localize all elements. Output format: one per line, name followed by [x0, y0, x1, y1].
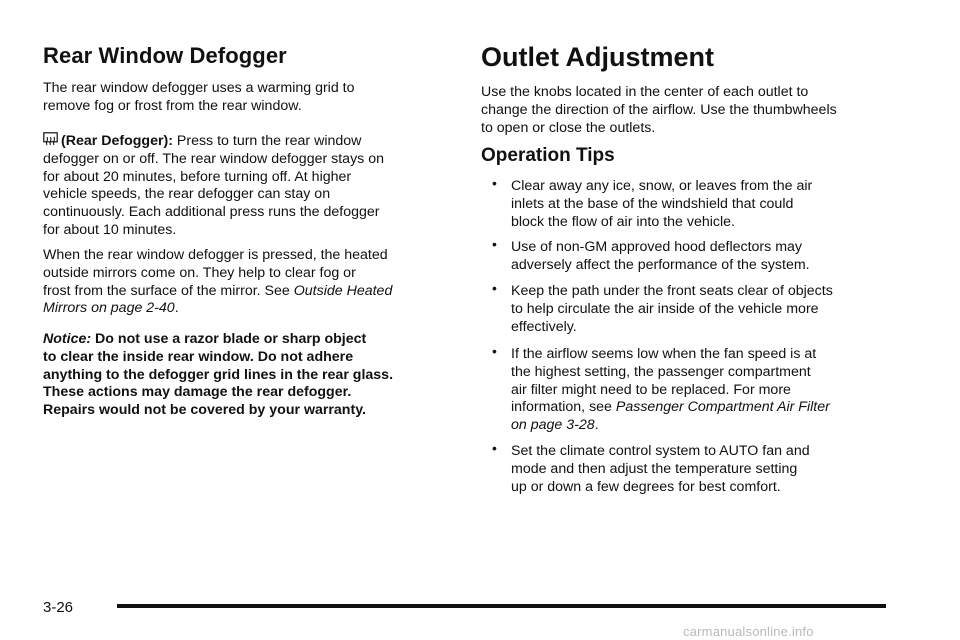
- tip-line: Keep the path under the front seats clear of objects: [511, 283, 833, 299]
- footer-rule: [117, 604, 886, 608]
- defogger-button-description: [43, 132, 384, 240]
- notice-line: anything to the defogger grid lines in the rear glass.: [43, 366, 394, 383]
- tip-period: .: [594, 417, 599, 434]
- outside-heated-mirrors-link[interactable]: Outside Heated: [293, 282, 393, 299]
- notice-line: These actions may damage the rear defogger.: [43, 384, 352, 401]
- notice-label: Notice:: [43, 331, 92, 347]
- watermark: carmanualsonline.info: [683, 624, 814, 639]
- outlet-intro: [481, 84, 837, 137]
- mirrors-line: frost from the surface of the mirror. See: [43, 282, 294, 299]
- tip-line: to help circulate the air inside of the vehicle more: [511, 300, 819, 317]
- defogger-intro: [43, 80, 355, 116]
- outlet-intro-line: Use the knobs located in the center of each outlet to: [481, 84, 809, 100]
- defogger-intro-line: remove fog or frost from the rear window.: [43, 97, 302, 114]
- tip-line: adversely affect the performance of the system.: [511, 256, 810, 273]
- tip-line: effectively.: [511, 318, 577, 335]
- bullet: •: [492, 280, 497, 296]
- notice-line: Repairs would not be covered by your warranty.: [43, 402, 366, 419]
- notice-text: Do not use a razor blade or sharp object: [95, 331, 367, 347]
- bullet: •: [492, 175, 497, 191]
- tip-line: Set the climate control system to AUTO fan and: [511, 443, 810, 459]
- air-filter-page-ref[interactable]: on page 3-28: [511, 417, 595, 434]
- notice-line: to clear the inside rear window. Do not adhere: [43, 348, 354, 365]
- defogger-intro-line: The rear window defogger uses a warming grid to: [43, 80, 355, 96]
- operation-tips-heading: Operation Tips: [481, 145, 615, 166]
- mirrors-period: .: [174, 300, 179, 317]
- tip-line: mode and then adjust the temperature setting: [511, 460, 798, 477]
- tip-line: the highest setting, the passenger compartment: [511, 363, 811, 380]
- rear-window-defogger-heading: Rear Window Defogger: [43, 43, 287, 68]
- notice-block: [43, 331, 393, 420]
- tip-line: Clear away any ice, snow, or leaves from the air: [511, 178, 813, 194]
- outlet-adjustment-heading: Outlet Adjustment: [481, 42, 714, 72]
- defogger-desc-line: vehicle speeds, the rear defogger can stay on: [43, 186, 331, 203]
- page-number: 3-26: [43, 599, 74, 616]
- defogger-desc-line: continuously. Each additional press runs the defogger: [43, 204, 380, 221]
- air-filter-link[interactable]: Passenger Compartment Air Filter: [615, 399, 830, 416]
- outlet-intro-line: to open or close the outlets.: [481, 119, 656, 136]
- tip-line: If the airflow seems low when the fan speed is at: [511, 346, 817, 362]
- defogger-desc-text: Press to turn the rear window: [176, 133, 362, 149]
- outlet-intro-line: change the direction of the airflow. Use the thumbwheels: [481, 101, 837, 118]
- tip-line: Use of non-GM approved hood deflectors may: [511, 239, 802, 255]
- bullet: •: [492, 236, 497, 252]
- mirrors-line: outside mirrors come on. They help to clear fog or: [43, 264, 356, 281]
- defogger-desc-line: for about 20 minutes, before turning off. At higher: [43, 168, 352, 185]
- defogger-desc-line: defogger on or off. The rear window defogger stays on: [43, 150, 384, 167]
- heated-mirrors-paragraph: [43, 247, 392, 318]
- tip-line: air filter might need to be replaced. For more: [511, 381, 791, 398]
- tip-line: up or down a few degrees for best comfort.: [511, 478, 781, 495]
- tip-line: information, see: [511, 399, 616, 416]
- tip-line: block the flow of air into the vehicle.: [511, 213, 735, 230]
- defogger-button-label: (Rear Defogger):: [61, 133, 173, 149]
- bullet: •: [492, 343, 497, 359]
- outside-heated-mirrors-page-ref[interactable]: Mirrors on page 2-40: [43, 300, 175, 317]
- rear-defogger-icon: [43, 132, 58, 147]
- mirrors-line: When the rear window defogger is pressed, the heated: [43, 247, 388, 263]
- bullet: •: [492, 440, 497, 456]
- defogger-desc-line: for about 10 minutes.: [43, 221, 177, 238]
- tip-line: inlets at the base of the windshield that could: [511, 195, 794, 212]
